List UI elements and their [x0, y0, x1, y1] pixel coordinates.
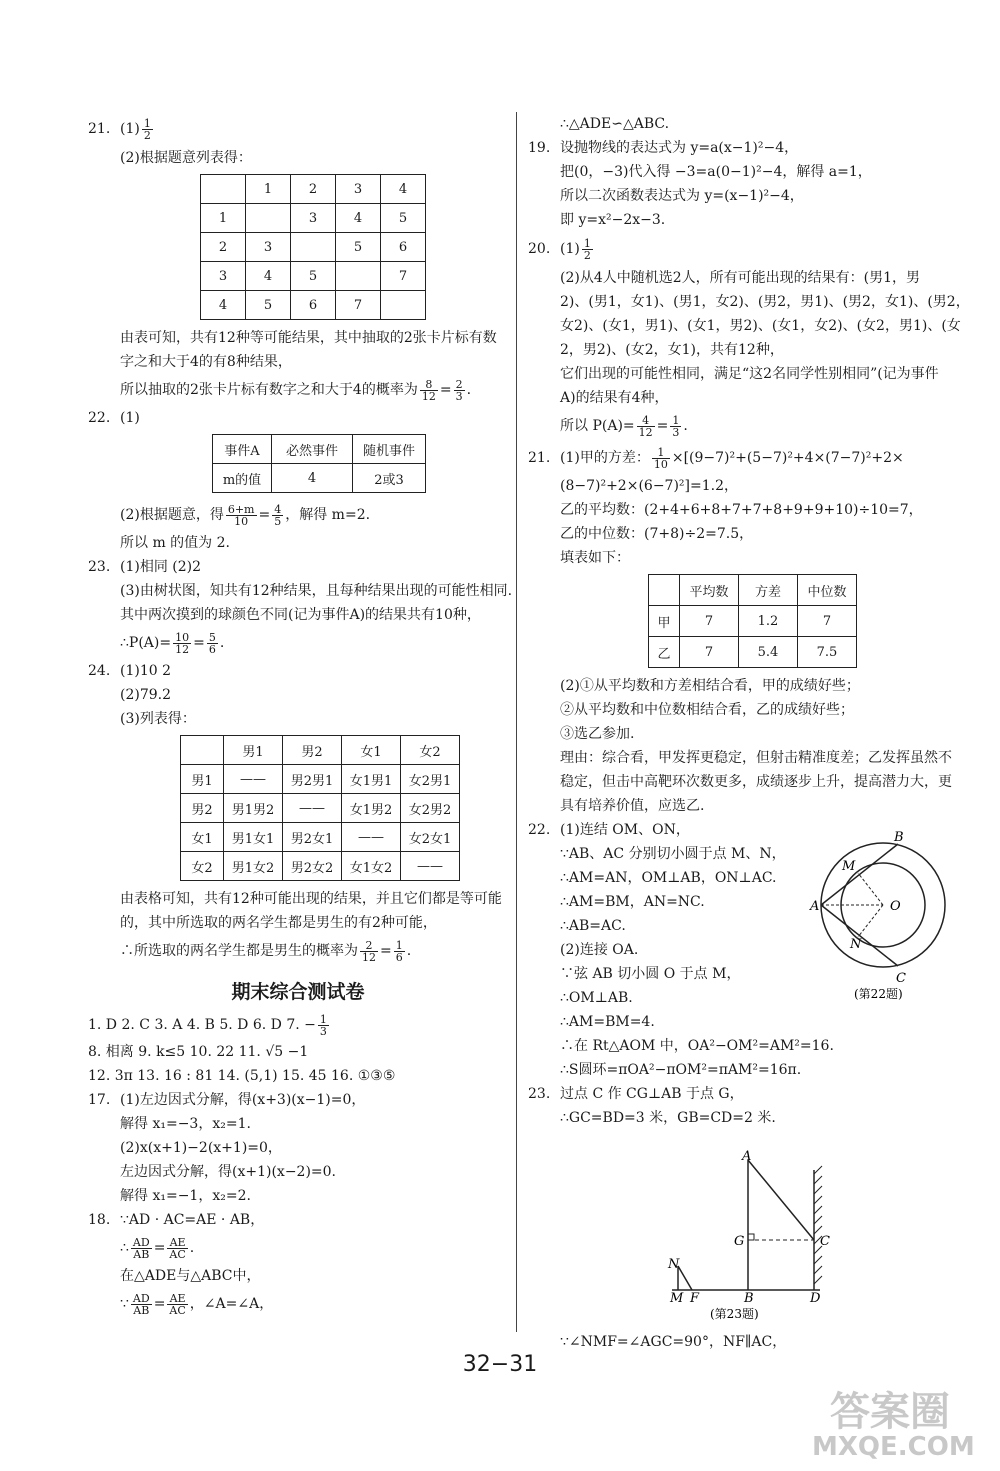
- table-cell: 女2男2: [401, 794, 460, 823]
- table-row: [181, 852, 460, 881]
- table-cell: 5: [291, 262, 336, 291]
- table-cell: 男1女2: [224, 852, 283, 881]
- q21r-line9: 理由：综合看，甲发挥更稳定，但射击精准度差；乙发挥虽然不: [560, 750, 952, 766]
- answers-line2: 8. 相离 9. k≤5 10. 22 11. √5 −1: [88, 1044, 309, 1060]
- table-row: [201, 233, 426, 262]
- section-title: 期末综合测试卷: [231, 981, 365, 1003]
- q20-line2: (2)从4人中随机选2人，所有可能出现的结果有：(男1，男: [560, 270, 921, 286]
- figure-23-caption: (第23题): [710, 1307, 759, 1320]
- page-number: 32−31: [462, 1352, 538, 1377]
- table-row: [181, 765, 460, 794]
- wall-hatching: [814, 1166, 822, 1284]
- table-cell: 5: [246, 291, 291, 320]
- table-cell: 7: [680, 637, 739, 668]
- q24-line1: 24. (1)10 2: [88, 663, 172, 679]
- q24-table: [180, 735, 460, 881]
- q21r-line10: 稳定，但击中高靶环次数更多，成绩逐步上升，提高潜力大，更: [560, 774, 952, 790]
- q22r-line9: ∴AM=BM=4.: [560, 1014, 655, 1030]
- q19-line2: 把(0，−3)代入得 −3=a(0−1)²−4，解得 a=1，: [560, 164, 872, 180]
- q17-line4: 左边因式分解，得(x+1)(x−2)=0.: [120, 1164, 337, 1180]
- table-row: [201, 175, 426, 204]
- label-c: C: [896, 971, 906, 986]
- table-cell: 7: [381, 262, 426, 291]
- q21r-line1: 21. (1)甲的方差： $\frac{1}{10}$ ×[(9−7)²+(5−7)²+4×(7−7)²+2×: [528, 445, 904, 471]
- table-cell: 平均数: [680, 575, 739, 606]
- table-cell: 4: [381, 175, 426, 204]
- q22-line3: 所以 m 的值为 2.: [120, 535, 230, 551]
- table-cell: 男2女1: [283, 823, 342, 852]
- q24-line3: (3)列表得：: [120, 711, 196, 727]
- q21r-line11: 具有培养价值，应选乙.: [560, 798, 705, 814]
- q19-line4: 即 y=x²−2x−3.: [560, 212, 666, 228]
- fraction: $\frac{1}{2}$: [143, 116, 151, 142]
- table-cell: ——: [401, 852, 460, 881]
- table-cell: 男1男2: [224, 794, 283, 823]
- table-cell: 4: [336, 204, 381, 233]
- r-line0: ∴△ADE∽△ABC.: [560, 116, 670, 132]
- q17-line3: (2)x(x+1)−2(x+1)=0，: [120, 1140, 282, 1156]
- table-cell: 男2女2: [283, 852, 342, 881]
- table-cell: 1: [246, 175, 291, 204]
- q23r-line3: ∵∠NMF=∠AGC=90°，NF∥AC，: [560, 1334, 787, 1350]
- table-cell: [181, 736, 224, 765]
- segment-on: [858, 905, 883, 937]
- q22-table: [212, 434, 426, 493]
- q21-line3: 由表可知，共有12种等可能结果，其中抽取的2张卡片标有数: [120, 330, 497, 346]
- table-row: [201, 204, 426, 233]
- q24-line2: (2)79.2: [120, 687, 172, 703]
- q21-line2: (2)根据题意列表得：: [120, 150, 252, 166]
- table-cell: [246, 204, 291, 233]
- table-cell: 女1: [342, 736, 401, 765]
- table-cell: [381, 291, 426, 320]
- table-cell: 5.4: [739, 637, 798, 668]
- table-cell: 3: [201, 262, 246, 291]
- q17-line2: 解得 x₁=−3，x₂=1.: [120, 1116, 251, 1132]
- q22r-line1: 22. (1)连结 OM、ON，: [528, 822, 690, 838]
- label-b: B: [894, 830, 904, 845]
- q23r-line2: ∴GC=BD=3 米，GB=CD=2 米.: [560, 1110, 776, 1126]
- q22r-line4: ∴AM=BM，AN=NC.: [560, 894, 705, 910]
- label-n: N: [850, 937, 862, 952]
- q20-line3: 2)、(男1，女1)、(男1，女2)、(男2，男1)、(男2，女1)、(男2，: [560, 294, 970, 310]
- q22r-line7: ∵弦 AB 切小圆 O 于点 M，: [560, 966, 741, 982]
- q22-line1: 22. (1): [88, 410, 140, 426]
- table-cell: 男1女1: [224, 823, 283, 852]
- table-cell: 6: [291, 291, 336, 320]
- label-n: N: [668, 1257, 680, 1272]
- q21r-line2: (8−7)²+2×(6−7)²]=1.2，: [560, 478, 738, 494]
- q21-table: [200, 174, 426, 320]
- table-row: [201, 262, 426, 291]
- q21-line4: 字之和大于4的有8种结果，: [120, 354, 292, 370]
- table-cell: 2: [291, 175, 336, 204]
- q21r-line5: 填表如下：: [560, 550, 630, 566]
- q24-line4: 由表格可知，共有12种可能出现的结果，并且它们都是等可能: [120, 891, 502, 907]
- segment-om: [858, 873, 883, 905]
- q17-line1: 17. (1)左边因式分解，得(x+3)(x−1)=0，: [88, 1092, 366, 1108]
- column-divider: [516, 112, 517, 1332]
- table-row: [649, 637, 857, 668]
- q21-line1: 21. (1) $\frac{1}{2}$: [88, 116, 151, 142]
- table-cell: 女2女1: [401, 823, 460, 852]
- label-c: C: [820, 1234, 830, 1249]
- table-cell: 4: [201, 291, 246, 320]
- left-column: [88, 112, 513, 1320]
- q21r-line6: (2)①从平均数和方差相结合看，甲的成绩好些；: [560, 678, 860, 694]
- q22r-line3: ∴AM=AN，OM⊥AB，ON⊥AC.: [560, 870, 777, 886]
- q19-line1: 19. 设抛物线的表达式为 y=a(x−1)²−4，: [528, 140, 799, 156]
- table-cell: 5: [381, 204, 426, 233]
- label-b: B: [744, 1291, 754, 1306]
- table-cell: 7: [336, 291, 381, 320]
- table-row: [213, 464, 426, 493]
- chord-ac: [821, 905, 898, 966]
- table-row: [181, 794, 460, 823]
- figure-23: [660, 1150, 840, 1320]
- table-cell: 必然事件: [272, 435, 353, 464]
- table-cell: 5: [336, 233, 381, 262]
- table-cell: 方差: [739, 575, 798, 606]
- table-cell: 随机事件: [353, 435, 426, 464]
- table-cell: [291, 233, 336, 262]
- table-cell: 7: [798, 606, 857, 637]
- table-cell: 事件A: [213, 435, 272, 464]
- q21r-table: [648, 574, 857, 668]
- table-cell: 女1男2: [342, 794, 401, 823]
- q20-line5: 2，男2)、(女2，女1)，共有12种，: [560, 342, 784, 358]
- table-cell: 男2: [181, 794, 224, 823]
- table-cell: 1.2: [739, 606, 798, 637]
- table-cell: 中位数: [798, 575, 857, 606]
- right-angle-g: [748, 1234, 754, 1240]
- ray-ac: [748, 1160, 814, 1240]
- table-cell: ——: [342, 823, 401, 852]
- q21r-line3: 乙的平均数：(2+4+6+8+7+7+8+9+9+10)÷10=7，: [560, 502, 923, 518]
- table-cell: 7: [680, 606, 739, 637]
- table-cell: 女1女2: [342, 852, 401, 881]
- watermark-logo: 答案圈: [830, 1389, 950, 1435]
- table-cell: 女2男1: [401, 765, 460, 794]
- table-cell: 女1男1: [342, 765, 401, 794]
- q20-line8: 所以 P(A)= $\frac{4}{12}$ = $\frac{1}{3}$ .: [560, 413, 688, 439]
- shadow-nf: [678, 1266, 692, 1290]
- table-cell: 3: [246, 233, 291, 262]
- table-cell: 3: [291, 204, 336, 233]
- table-cell: 1: [201, 204, 246, 233]
- q19-line3: 所以二次函数表达式为 y=(x−1)²−4，: [560, 188, 804, 204]
- table-cell: 女2: [181, 852, 224, 881]
- table-cell: 3: [336, 175, 381, 204]
- chord-ab: [821, 844, 898, 905]
- table-row: [201, 291, 426, 320]
- table-cell: 2或3: [353, 464, 426, 493]
- table-cell: 4: [272, 464, 353, 493]
- q23-line2: (3)由树状图，知共有12种结果，且每种结果出现的可能性相同.: [120, 583, 513, 599]
- table-cell: 男2: [283, 736, 342, 765]
- figure-22: [808, 828, 958, 1003]
- q17-line5: 解得 x₁=−1，x₂=2.: [120, 1188, 251, 1204]
- label-m: M: [842, 859, 856, 874]
- q20-line7: A)的结果有4种，: [560, 390, 669, 406]
- q20-line1: 20. (1) $\frac{1}{2}$: [528, 236, 591, 262]
- q21r-line4: 乙的中位数：(7+8)÷2=7.5，: [560, 526, 754, 542]
- table-cell: 男1: [224, 736, 283, 765]
- label-d: D: [810, 1291, 821, 1306]
- table-cell: ——: [224, 765, 283, 794]
- label-g: G: [734, 1234, 745, 1249]
- q18-line4: ∵ $\frac{AD}{AB}$ = $\frac{AE}{AC}$ ，∠A=∠A，: [120, 1291, 274, 1317]
- table-cell: 2: [201, 233, 246, 262]
- q24-line5: 的，其中所选取的两名学生都是男生的有2种可能，: [120, 915, 437, 931]
- q21r-line7: ②从平均数和中位数相结合看，乙的成绩好些；: [560, 702, 854, 718]
- q24-line6: ∴所选取的两名学生都是男生的概率为 $\frac{2}{12}$ = $\frac{1}{6}$ .: [120, 938, 412, 964]
- table-cell: ——: [283, 794, 342, 823]
- q22r-line11: ∴S圆环=πOA²−πOM²=πAM²=16π.: [560, 1062, 802, 1078]
- q21r-line8: ③选乙参加.: [560, 726, 635, 742]
- table-cell: 乙: [649, 637, 680, 668]
- table-cell: 男2男1: [283, 765, 342, 794]
- label-f: F: [690, 1291, 700, 1306]
- q23-line4: ∴P(A)= $\frac{10}{12}$ = $\frac{5}{6}$ .: [120, 630, 225, 656]
- answers-line3: 12. 3π 13. 16 : 81 14. (5,1) 15. 45 16. ①③⑤: [88, 1068, 396, 1084]
- q20-line4: 女2)、(女1，男1)、(女1，男2)、(女1，女2)、(女2，男1)、(女: [560, 318, 961, 334]
- q23r-line1: 23. 过点 C 作 CG⊥AB 于点 G，: [528, 1086, 744, 1102]
- q22r-line2: ∵AB、AC 分别切小圆于点 M、N，: [560, 846, 786, 862]
- table-cell: [336, 262, 381, 291]
- table-cell: 6: [381, 233, 426, 262]
- q18-line1: 18. ∵AD · AC=AE · AB，: [88, 1212, 265, 1228]
- table-cell: 7.5: [798, 637, 857, 668]
- table-cell: [201, 175, 246, 204]
- table-cell: m的值: [213, 464, 272, 493]
- q20-line6: 它们出现的可能性相同，满足“这2名同学性别相同”(记为事件: [560, 366, 939, 382]
- watermark-url: MXQE.COM: [812, 1432, 975, 1462]
- label-a: A: [742, 1150, 752, 1164]
- table-cell: 甲: [649, 606, 680, 637]
- table-row: [649, 575, 857, 606]
- table-cell: 男1: [181, 765, 224, 794]
- table-cell: 女2: [401, 736, 460, 765]
- q22r-line8: ∴OM⊥AB.: [560, 990, 633, 1006]
- q18-line2: ∴ $\frac{AD}{AB}$ = $\frac{AE}{AC}$ .: [120, 1235, 195, 1261]
- figure-22-caption: (第22题): [854, 987, 903, 1001]
- label-o: O: [890, 899, 901, 914]
- table-cell: 女1: [181, 823, 224, 852]
- label-m: M: [670, 1291, 684, 1306]
- answers-line1: 1. D 2. C 3. A 4. B 5. D 6. D 7. − $\frac{1}{3}$: [88, 1012, 327, 1038]
- table-cell: [649, 575, 680, 606]
- q23-line3: 其中两次摸到的球颜色不同(记为事件A)的结果共有10种，: [120, 607, 481, 623]
- table-row: [181, 736, 460, 765]
- table-row: [213, 435, 426, 464]
- table-row: [649, 606, 857, 637]
- table-cell: 4: [246, 262, 291, 291]
- q23-line1: 23. (1)相同 (2)2: [88, 559, 202, 575]
- table-row: [181, 823, 460, 852]
- q22r-line5: ∴AB=AC.: [560, 918, 626, 934]
- q21-line5: 所以抽取的2张卡片标有数字之和大于4的概率为 $\frac{8}{12}$ = $\frac{2}{3}$ .: [120, 377, 472, 403]
- q22r-line6: (2)连接 OA.: [560, 942, 639, 958]
- q22-line2: (2)根据题意，得 $\frac{6+m}{10}$ = $\frac{4}{5}$ ，解得 m=2.: [120, 502, 371, 528]
- label-a: A: [810, 899, 820, 914]
- q22r-line10: ∴在 Rt△AOM 中，OA²−OM²=AM²=16.: [560, 1038, 834, 1054]
- q18-line3: 在△ADE与△ABC中，: [120, 1268, 261, 1284]
